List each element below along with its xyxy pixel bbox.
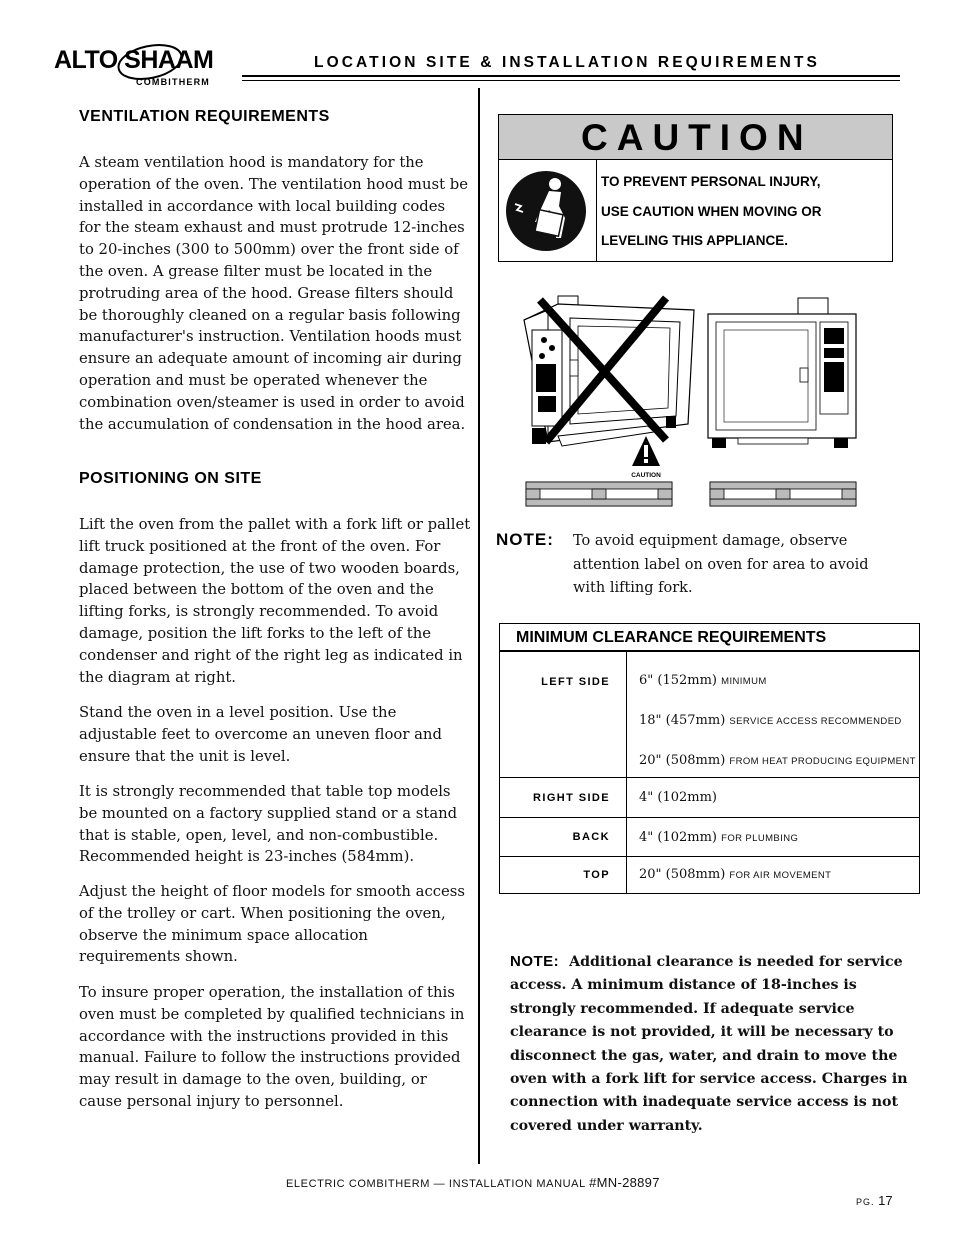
clearance-label-right-side: RIGHT SIDE — [500, 778, 627, 817]
manual-number: #MN-28897 — [589, 1175, 660, 1190]
note-label: NOTE: — [496, 530, 554, 549]
positioning-paragraph-2: Stand the oven in a level position. Use the adjustable feet to overcome an uneven floor and ensure that the unit is level. — [79, 704, 442, 765]
positioning-paragraph-5: To insure proper operation, the installation of this oven must be completed by qualified technicians in accordance with the instructions provided in this manual. Failure to follow the instructions provided may result in damage to the oven, building, or cause personal injury to personnel. — [79, 984, 465, 1110]
header-rule — [242, 75, 900, 77]
footer-manual-title — [286, 1175, 660, 1190]
header-rule-thin — [242, 80, 900, 81]
caution-line-1: TO PREVENT PERSONAL INJURY, — [601, 174, 821, 189]
clearance-values — [627, 818, 919, 856]
table-row — [500, 652, 919, 778]
clearance-values — [627, 857, 919, 893]
clearance-label-left-side: LEFT SIDE — [500, 652, 627, 777]
caution-box — [498, 114, 893, 262]
page-number-value: 17 — [878, 1193, 893, 1208]
clearance-values — [627, 778, 919, 817]
manual-title: ELECTRIC COMBITHERM — INSTALLATION MANUAL — [286, 1178, 586, 1190]
clearance-value: 4" (102mm) — [639, 830, 717, 845]
caution-heading: CAUTION — [581, 117, 813, 158]
clearance-note: FOR PLUMBING — [721, 833, 799, 844]
caution-line-2: USE CAUTION WHEN MOVING OR — [601, 203, 822, 219]
person-lifting-box-icon — [499, 160, 595, 260]
clearance-table-title: MINIMUM CLEARANCE REQUIREMENTS — [500, 624, 919, 652]
note-text: To avoid equipment damage, observe attention label on oven for area to avoid with lifting fork. — [573, 533, 869, 596]
positioning-heading: POSITIONING ON SITE — [79, 470, 262, 487]
logo-text: ALTO SHAAM — [54, 46, 214, 74]
service-access-note — [510, 950, 912, 1138]
table-row — [500, 857, 919, 893]
clearance-value: 20" (508mm) — [639, 753, 726, 768]
table-row — [500, 778, 919, 818]
clearance-label-back: BACK — [500, 818, 627, 856]
clearance-value: 6" (152mm) — [639, 673, 717, 688]
clearance-value: 4" (102mm) — [639, 790, 717, 805]
clearance-note: FROM HEAT PRODUCING EQUIPMENT — [729, 756, 916, 767]
logo-subtitle: COMBITHERM — [136, 77, 210, 87]
table-row — [500, 818, 919, 857]
clearance-note: SERVICE ACCESS RECOMMENDED — [729, 716, 902, 727]
alto-shaam-logo — [54, 40, 234, 92]
clearance-values — [627, 652, 919, 777]
caution-icon-cell — [499, 160, 597, 261]
note-text: Additional clearance is needed for service access. A minimum distance of 18-inches is strongly recommended. If adequate service clearance is not provided, it will be necessary to disconnect the gas, water, and drain to move the oven with a fork lift for service access. Charges in connection with inadequate service access is not covered under warranty. — [510, 954, 908, 1134]
column-divider — [478, 88, 480, 1164]
diagram-caution-label: CAUTION — [631, 472, 661, 479]
note-label: NOTE: — [510, 953, 560, 970]
caution-line-3: LEVELING THIS APPLIANCE. — [601, 233, 789, 248]
caution-band — [499, 115, 892, 160]
clearance-value: 20" (508mm) — [639, 867, 726, 882]
ventilation-paragraph: A steam ventilation hood is mandatory for the operation of the oven. The ventilation hood must be installed in accordance with local building codes for the steam exhaust and must protrude 12-inches to 20-inches (300 to 500mm) over the front side of the oven. A grease filter must be located in the protruding area of the hood. Grease filters should be thoroughly cleaned on a regular basis following manufacturer's instruction. Ventilation hoods must ensure an adequate amount of incoming air during operation and must be operated whenever the combination oven/steamer is used in order to avoid the accumulation of condensation in the hood area. — [79, 154, 468, 433]
caution-message — [601, 167, 891, 256]
page-title: LOCATION SITE & INSTALLATION REQUIREMENTS — [314, 54, 820, 71]
page-number — [856, 1193, 893, 1208]
oven-incorrect-lift-illustration — [524, 296, 694, 506]
oven-lifting-diagram — [518, 290, 863, 512]
clearance-value: 18" (457mm) — [639, 713, 726, 728]
oven-front-view-illustration — [708, 298, 856, 506]
clearance-table — [499, 623, 920, 894]
clearance-note: FOR AIR MOVEMENT — [729, 870, 832, 881]
page-prefix: PG. — [856, 1197, 875, 1207]
positioning-paragraph-4: Adjust the height of floor models for smooth access of the trolley or cart. When positioning the oven, observe the minimum space allocation requirements shown. — [79, 883, 465, 966]
clearance-label-top: TOP — [500, 857, 627, 893]
ventilation-heading: VENTILATION REQUIREMENTS — [79, 108, 330, 125]
positioning-paragraph-3: It is strongly recommended that table top models be mounted on a factory supplied stand or a stand that is stable, open, level, and non-combustible. Recommended height is 23-inches (584mm). — [79, 783, 458, 866]
positioning-paragraph-1: Lift the oven from the pallet with a fork lift or pallet lift truck positioned at the front of the oven. For damage protection, the use of two wooden boards, placed between the bottom of the oven and the lifting forks, is strongly recommended. To avoid damage, position the lift forks to the left of the condenser and right of the right leg as indicated in the diagram at right. — [79, 516, 471, 686]
clearance-note: MINIMUM — [721, 676, 767, 687]
